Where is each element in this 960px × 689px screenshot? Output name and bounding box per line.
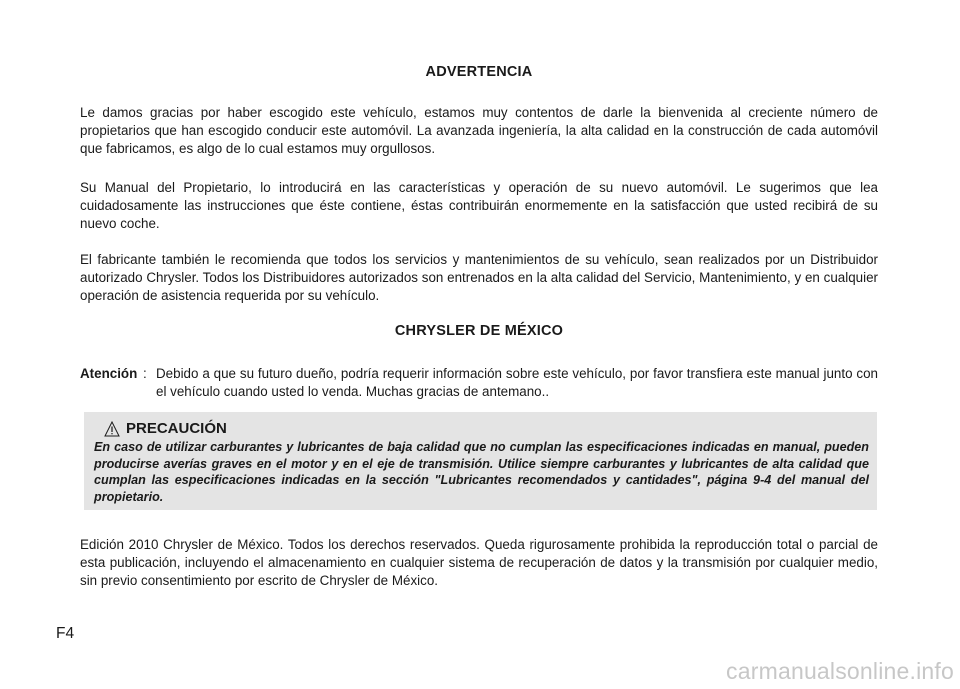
attention-colon: :: [143, 366, 147, 381]
caution-title: PRECAUCIÓN: [126, 420, 227, 437]
attention-label: Atención: [80, 366, 138, 381]
caution-header: [104, 420, 869, 437]
company-heading: CHRYSLER DE MÉXICO: [394, 323, 564, 339]
caution-text: En caso de utilizar carburantes y lubricantes de baja calidad que no cumplan las especificaciones indicadas en manual, pueden producirse averías graves en el motor y en el eje de transmisión. Utilice siempre carburantes y lubricantes de alta calidad que cumplan las especificaciones indicadas en la sección "Lubricantes recomendados y cantidades", página 9-4 del manual del propietario.: [94, 440, 869, 504]
warning-triangle-icon: [104, 421, 120, 437]
attention-note: [80, 365, 878, 401]
intro-paragraph: Le damos gracias por haber escogido este vehículo, estamos muy contentos de darle la bienvenida al creciente número de propietarios que han escogido conducir este automóvil. La avanzada ingeniería, la alta calidad en la construcción de cada automóvil que fabricamos, es algo de lo cual estamos muy orgullosos.: [80, 105, 878, 156]
caution-box: [84, 412, 877, 510]
page-number: F4: [56, 625, 75, 642]
service-paragraph: El fabricante también le recomienda que todos los servicios y mantenimientos de su vehículo, sean realizados por un Distribuidor autorizado Chrysler. Todos los Distribuidores autorizados son entrenados en la alta calidad del Servicio, Mantenimiento, y en cualquier operación de asistencia requerida por su vehículo.: [80, 252, 878, 303]
attention-text: Debido a que su futuro dueño, podría requerir información sobre este vehículo, por favor transfiera este manual junto con el vehículo cuando usted lo venda. Muchas gracias de antemano..: [156, 366, 878, 399]
section-heading-advertencia: ADVERTENCIA: [425, 64, 533, 80]
manual-paragraph: Su Manual del Propietario, lo introducirá en las características y operación de su nuevo automóvil. Le sugerimos que lea cuidadosamente las instrucciones que éste contiene, éstas contribuirán enormemente en la satisfacción que usted recibirá de su nuevo coche.: [80, 180, 878, 231]
copyright-paragraph: Edición 2010 Chrysler de México. Todos los derechos reservados. Queda rigurosamente prohibida la reproducción total o parcial de esta publicación, incluyendo el almacenamiento en cualquier sistema de recuperación de datos y la transmisión por cualquier medio, sin previo consentimiento por escrito de Chrysler de México.: [80, 537, 878, 588]
watermark: carmanualsonline.info: [726, 658, 954, 684]
